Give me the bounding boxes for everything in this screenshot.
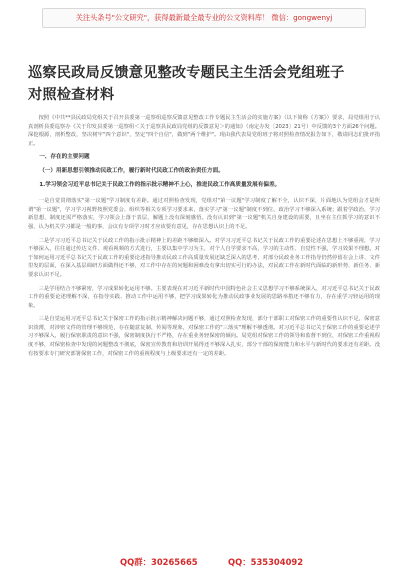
paragraph-3: 三是学用结合不够紧密，学习成果转化运用不够。主要表现在对习近平新时代中国特色社会主义思想学习不够系统深入，对习近平总书记关于民政工作的重要论述理解不深，在指导实践、推动工作中运用不够，把学习成果转化为推动民政事业发展的思路举措还不够有力，存在重学习轻运用的现象。: [28, 285, 380, 309]
title-line-2: 对照检查材料: [28, 87, 115, 103]
contact-footer: [0, 554, 408, 570]
paragraph-4: 三是自觉运用习近平总书记关于保密工作的指示批示精神解决问题不够，通过对照检查发现，部分干部职工对保密工作的重要性认识不足，保密意识淡薄，对涉密文件的管理不够规范，存在随意复制、传阅等现象，对保密工作的"三落实"理解不够透彻。对习近平总书记关于保密工作的重要论述学习不够深入，履行保密职责的意识不强，保密制度执行不严格，存在重业务轻保密的倾向。局党组对保密工作的领导和监督不到位，对保密工作重视程度不够，对保密检查中发现的问题整改不彻底，保密宣传教育和培训开展得还不够深入扎实，部分干部的保密能力和水平与新时代的要求还有差距。没有按要求专门研究部署保密工作，对保密工作的重视程度与上级要求还有一定的差距。: [28, 316, 380, 357]
qq-contact-2: QQ：535304092: [228, 557, 304, 567]
paragraph-1: 一是自觉贯彻落实"第一议题"学习制度有差距。通过对照检查发现，党组对"第一议题"学习制度了解不全，认识不深，片面地认为党组会才是所谓"第一议题"，学习学习视野按照党委会、组织等相关专项学习要求来，落实学习"第一议题"制度不到位，政治学习不够深入系统；跟着学政治，学习新思想，制度还需严格落实，学习领会上落于表层，解题上没有深刻感悟。没有认识到"第一议题"机关自身建设的需要，且坐在主位抓学习的意识不强，认为机关学习都是一般的事，会议有专项学习时才应该要有意见，存在思想认识上的不足。: [28, 198, 380, 230]
item-heading-1a1: 1.学习领会习近平总书记关于民政工作的指示批示精神不上心，推进民政工作高质量发展有偏差。: [39, 181, 281, 188]
promo-banner: 关注头条号"公文研究"，获得最新最全最专业的公文资料库！ 微信：gongwenyj: [42, 8, 366, 28]
section-heading-1: 一、存在的主要问题: [39, 154, 90, 161]
document-body: [28, 114, 380, 358]
intro-paragraph: 按照《中共**县民政局党组关于召开县委第一巡察组巡察反馈意见整改工作专题民主生活会的实施方案》（以下简称《方案》）要求，局党组用于认真剖析县委巡察办《关于印发县委第一巡察组＜关于巡察县民政局党组的反馈意见＞的通知》（南定办发〔2023〕21号）中反馈的3个方面26个问题。深挖根源，剖析整改，坚决树牢"四个意识"，坚定"四个自信"，做到"两个维护"。现由我代表局党组班子将对照检查情况报告如下，敬请同志们批评指正。: [28, 115, 380, 147]
paragraph-2: 二是学习习近平总书记关于民政工作的指示批示精神上的差距不够细深入。对学习习近平总书记关于民政工作的重要论述在思想上不够重视，学习不够深入，往往通过传达文件、观看视频的方式进行，主要以集中学习为主，对个人自学要求不高，学习的主动性、自觉性不强，学习效果不理想。对于如何运用习近平总书记关于民政工作的重要论述指导推动民政工作高质量发展还缺乏深入的思考，对部分民政业务工作指导仍然停留在会上讲、文件里发的层面，在深入基层调研方面做得还不够，对工作中存在的问题和困难没有拿出切实可行的办法，对民政工作在新时代面临的新形势、新任务、新要求认识不足。: [28, 237, 380, 278]
subsection-heading-1a: （一）用新思想引领推动民政工作，履行新时代民政工作的政治责任方面。: [39, 167, 224, 174]
qq-contact-1: QQ群：30265665: [120, 557, 198, 567]
title-line-1: 巡察民政局反馈意见整改专题民主生活会党组班子: [28, 65, 345, 81]
document-title: [28, 62, 380, 106]
